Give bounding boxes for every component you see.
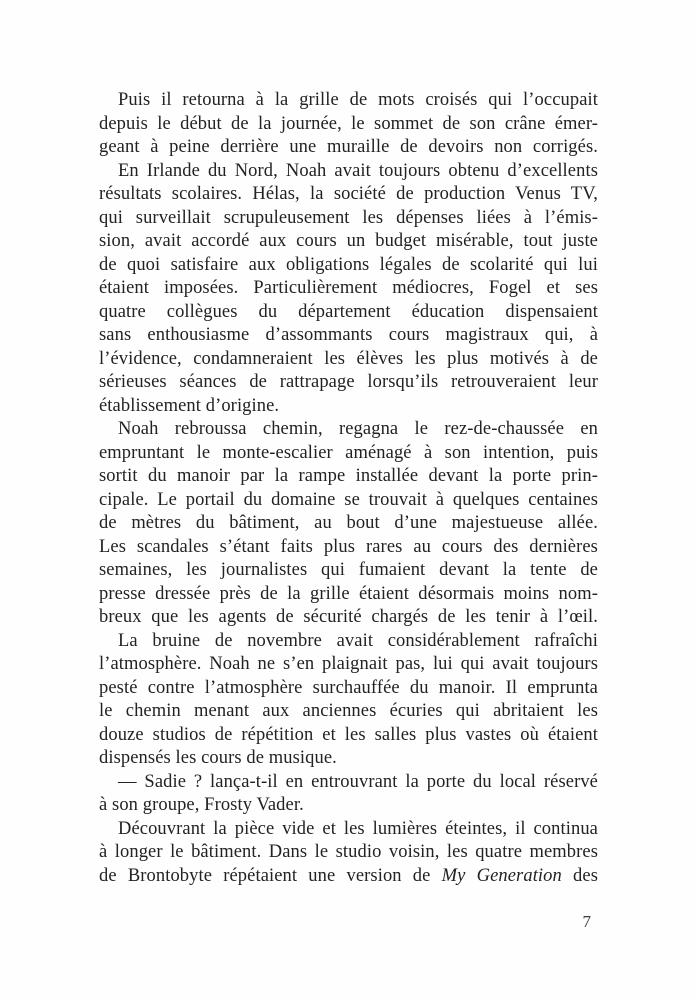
- text-segment: cipale. Le portail du domaine se trouvait à quelques centaines: [99, 489, 598, 510]
- text-line: [99, 559, 598, 583]
- text-segment: des: [561, 865, 598, 886]
- text-line: [99, 536, 598, 560]
- text-line: [99, 653, 598, 677]
- text-line: [99, 348, 598, 372]
- text-line: [99, 771, 598, 795]
- text-segment: Noah rebroussa chemin, regagna le rez-de-chaussée en: [118, 419, 598, 439]
- text-line: [99, 818, 598, 842]
- text-segment: pesté contre l’atmosphère surchauffée du manoir. Il emprunta: [99, 677, 598, 698]
- text-segment: Découvrant la pièce vide et les lumières éteintes, il continua: [118, 818, 598, 839]
- text-segment: douze studios de répétition et les salles plus vastes où étaient: [99, 724, 598, 745]
- text-line: [99, 794, 598, 818]
- text-line: [99, 277, 598, 301]
- text-line: [99, 371, 598, 395]
- text-segment: quatre collègues du département éducation dispensaient: [99, 301, 598, 322]
- text-segment: établissement d’origine.: [99, 395, 280, 416]
- text-segment: à longer le bâtiment. Dans le studio voisin, les quatre membres: [99, 842, 598, 862]
- text-line: [99, 841, 598, 865]
- paragraph: [99, 818, 598, 889]
- text-block: [99, 89, 598, 888]
- text-line: [99, 324, 598, 348]
- text-line: [99, 465, 598, 489]
- text-segment: résultats scolaires. Hélas, la société de production Venus TV,: [99, 184, 598, 204]
- text-segment: sortit du manoir par la rampe installée devant la porte prin-: [99, 466, 598, 486]
- paragraph: [99, 418, 598, 630]
- text-line: [99, 865, 598, 889]
- italic-text: My Generation: [441, 865, 562, 886]
- text-segment: En Irlande du Nord, Noah avait toujours obtenu d’excellents: [118, 160, 598, 181]
- text-line: [99, 395, 598, 419]
- text-line: [99, 606, 598, 630]
- text-line: [99, 747, 598, 771]
- text-line: [99, 207, 598, 231]
- text-line: [99, 113, 598, 137]
- text-line: [99, 230, 598, 254]
- text-segment: geant à peine derrière une muraille de devoirs non corrigés.: [99, 137, 598, 157]
- text-segment: Les scandales s’étant faits plus rares au cours des dernières: [99, 536, 598, 557]
- text-segment: breux que les agents de sécurité chargés de les tenir à l’œil.: [99, 607, 598, 627]
- text-segment: dispensés les cours de musique.: [99, 748, 337, 768]
- text-segment: sérieuses séances de rattrapage lorsqu’ils retrouveraient leur: [99, 372, 598, 392]
- page-number: 7: [582, 912, 591, 931]
- text-segment: empruntant le monte-escalier aménagé à son intention, puis: [99, 442, 598, 463]
- paragraph: [99, 771, 598, 818]
- text-segment: La bruine de novembre avait considérablement rafraîchi: [118, 630, 598, 651]
- text-segment: de quoi satisfaire aux obligations légales de scolarité qui lui: [99, 254, 598, 275]
- paragraph: [99, 89, 598, 160]
- text-line: [99, 700, 598, 724]
- text-line: [99, 160, 598, 184]
- text-segment: Puis il retourna à la grille de mots croisés qui l’occupait: [118, 90, 598, 110]
- text-segment: sans enthousiasme d’assommants cours magistraux qui, à: [99, 325, 598, 345]
- text-segment: presse dressée près de la grille étaient désormais moins nom-: [99, 583, 598, 604]
- text-line: [99, 418, 598, 442]
- text-line: [99, 89, 598, 113]
- text-segment: l’évidence, condamneraient les élèves les plus motivés à de: [99, 348, 598, 369]
- text-segment: de mètres du bâtiment, au bout d’une majestueuse allée.: [99, 513, 598, 533]
- text-segment: depuis le début de la journée, le sommet de son crâne émer-: [99, 113, 598, 134]
- text-segment: qui surveillait scrupuleusement les dépenses liées à l’émis-: [99, 207, 598, 228]
- text-segment: l’atmosphère. Noah ne s’en plaignait pas, lui qui avait toujours: [99, 654, 598, 674]
- text-line: [99, 677, 598, 701]
- text-line: [99, 489, 598, 513]
- text-segment: — Sadie ? lança-t-il en entrouvrant la porte du local réservé: [118, 771, 598, 792]
- text-segment: à son groupe, Frosty Vader.: [99, 795, 304, 815]
- text-line: [99, 254, 598, 278]
- text-line: [99, 724, 598, 748]
- text-line: [99, 301, 598, 325]
- text-line: [99, 512, 598, 536]
- paragraph: [99, 160, 598, 419]
- text-line: [99, 630, 598, 654]
- text-line: [99, 442, 598, 466]
- paragraph: [99, 630, 598, 771]
- text-segment: sion, avait accordé aux cours un budget misérable, tout juste: [99, 231, 598, 251]
- text-segment: de Brontobyte répétaient une version de: [99, 865, 442, 886]
- text-line: [99, 136, 598, 160]
- text-segment: étaient imposées. Particulièrement médiocres, Fogel et ses: [99, 278, 598, 298]
- text-segment: le chemin menant aux anciennes écuries qui abritaient les: [99, 701, 598, 721]
- text-line: [99, 183, 598, 207]
- text-line: [99, 583, 598, 607]
- text-segment: semaines, les journalistes qui fumaient devant la tente de: [99, 560, 598, 580]
